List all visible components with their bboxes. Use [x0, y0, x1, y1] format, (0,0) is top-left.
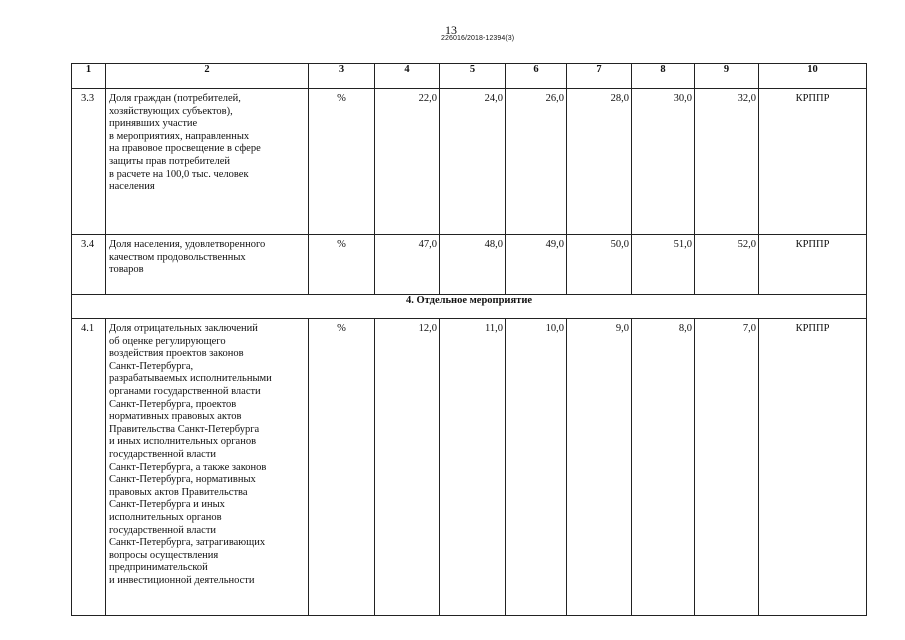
indicator-name — [106, 235, 309, 295]
column-header: 8 — [632, 64, 695, 89]
column-header: 1 — [72, 64, 106, 89]
section-title: 4. Отдельное мероприятие — [72, 295, 867, 319]
column-header: 4 — [375, 64, 440, 89]
row-number: 3.4 — [72, 235, 106, 295]
indicator-name-line: в расчете на 100,0 тыс. человек — [109, 168, 249, 180]
value-cell: 8,0 — [632, 319, 695, 616]
table-row — [72, 235, 867, 295]
responsible-cell: КРППР — [759, 89, 867, 235]
responsible-cell: КРППР — [759, 319, 867, 616]
indicator-name-line: разрабатываемых исполнительными — [109, 373, 272, 385]
indicator-name-line: государственной власти — [109, 448, 217, 460]
value-cell: 47,0 — [375, 235, 440, 295]
indicator-name-line: товаров — [109, 264, 144, 276]
indicator-name-line: вопросы осуществления — [109, 549, 219, 561]
indicator-name — [106, 319, 309, 616]
column-header: 9 — [695, 64, 759, 89]
value-cell: 28,0 — [567, 89, 632, 235]
value-cell: 7,0 — [695, 319, 759, 616]
row-number: 3.3 — [72, 89, 106, 235]
indicator-name-line: воздействия проектов законов — [109, 348, 244, 360]
column-header: 7 — [567, 64, 632, 89]
unit-cell: % — [309, 235, 375, 295]
value-cell: 12,0 — [375, 319, 440, 616]
indicator-name-line: Санкт-Петербурга и иных — [109, 499, 225, 511]
indicator-name-line: предпринимательской — [109, 562, 208, 574]
indicator-name-line: населения — [109, 181, 155, 193]
indicator-name-line: государственной власти — [109, 524, 217, 536]
indicator-name-line: правовых актов Правительства — [109, 486, 248, 498]
indicator-name-line: Санкт-Петербурга, — [109, 360, 194, 372]
indicators-table — [71, 63, 867, 616]
indicator-name-line: защиты прав потребителей — [109, 155, 230, 167]
value-cell: 49,0 — [506, 235, 567, 295]
value-cell: 10,0 — [506, 319, 567, 616]
section-row — [72, 295, 867, 319]
table-row — [72, 319, 867, 616]
unit-cell: % — [309, 89, 375, 235]
value-cell: 30,0 — [632, 89, 695, 235]
indicator-name-line: принявших участие — [109, 118, 198, 130]
row-number: 4.1 — [72, 319, 106, 616]
indicator-name-line: Доля граждан (потребителей, — [109, 93, 241, 104]
value-cell: 52,0 — [695, 235, 759, 295]
column-header: 5 — [440, 64, 506, 89]
column-header: 6 — [506, 64, 567, 89]
indicator-name-line: в мероприятиях, направленных — [109, 130, 250, 142]
value-cell: 32,0 — [695, 89, 759, 235]
value-cell: 51,0 — [632, 235, 695, 295]
responsible-cell: КРППР — [759, 235, 867, 295]
value-cell: 24,0 — [440, 89, 506, 235]
value-cell: 26,0 — [506, 89, 567, 235]
indicator-name-line: органами государственной власти — [109, 385, 261, 397]
indicator-name-line: Санкт-Петербурга, проектов — [109, 398, 237, 410]
indicator-name-line: Санкт-Петербурга, а также законов — [109, 461, 267, 473]
page-number: 13 — [445, 23, 457, 37]
indicator-name-line: и инвестиционной деятельности — [109, 574, 255, 586]
column-header: 3 — [309, 64, 375, 89]
indicator-name-line: Санкт-Петербурга, нормативных — [109, 474, 256, 486]
indicator-name-line: исполнительных органов — [109, 511, 222, 523]
indicator-name-line: на правовое просвещение в сфере — [109, 143, 261, 155]
indicator-name-line: качеством продовольственных — [109, 251, 246, 263]
value-cell: 22,0 — [375, 89, 440, 235]
document-code: 226016/2018-12394(3) — [441, 35, 515, 42]
indicator-name-line: Доля отрицательных заключений — [109, 323, 258, 334]
table-row — [72, 89, 867, 235]
indicator-name-line: Доля населения, удовлетворенного — [109, 239, 266, 250]
indicator-name-line: хозяйствующих субъектов), — [109, 105, 233, 117]
indicator-name-line: об оценке регулирующего — [109, 335, 226, 347]
table-header-row — [72, 64, 867, 89]
column-header: 10 — [759, 64, 867, 89]
indicator-name-line: Санкт-Петербурга, затрагивающих — [109, 537, 266, 549]
indicator-name-line: Правительства Санкт-Петербурга — [109, 423, 260, 435]
value-cell: 50,0 — [567, 235, 632, 295]
column-header: 2 — [106, 64, 309, 89]
value-cell: 48,0 — [440, 235, 506, 295]
value-cell: 11,0 — [440, 319, 506, 616]
value-cell: 9,0 — [567, 319, 632, 616]
indicator-name-line: нормативных правовых актов — [109, 411, 242, 423]
unit-cell: % — [309, 319, 375, 616]
indicator-name-line: и иных исполнительных органов — [109, 436, 257, 448]
indicator-name — [106, 89, 309, 235]
